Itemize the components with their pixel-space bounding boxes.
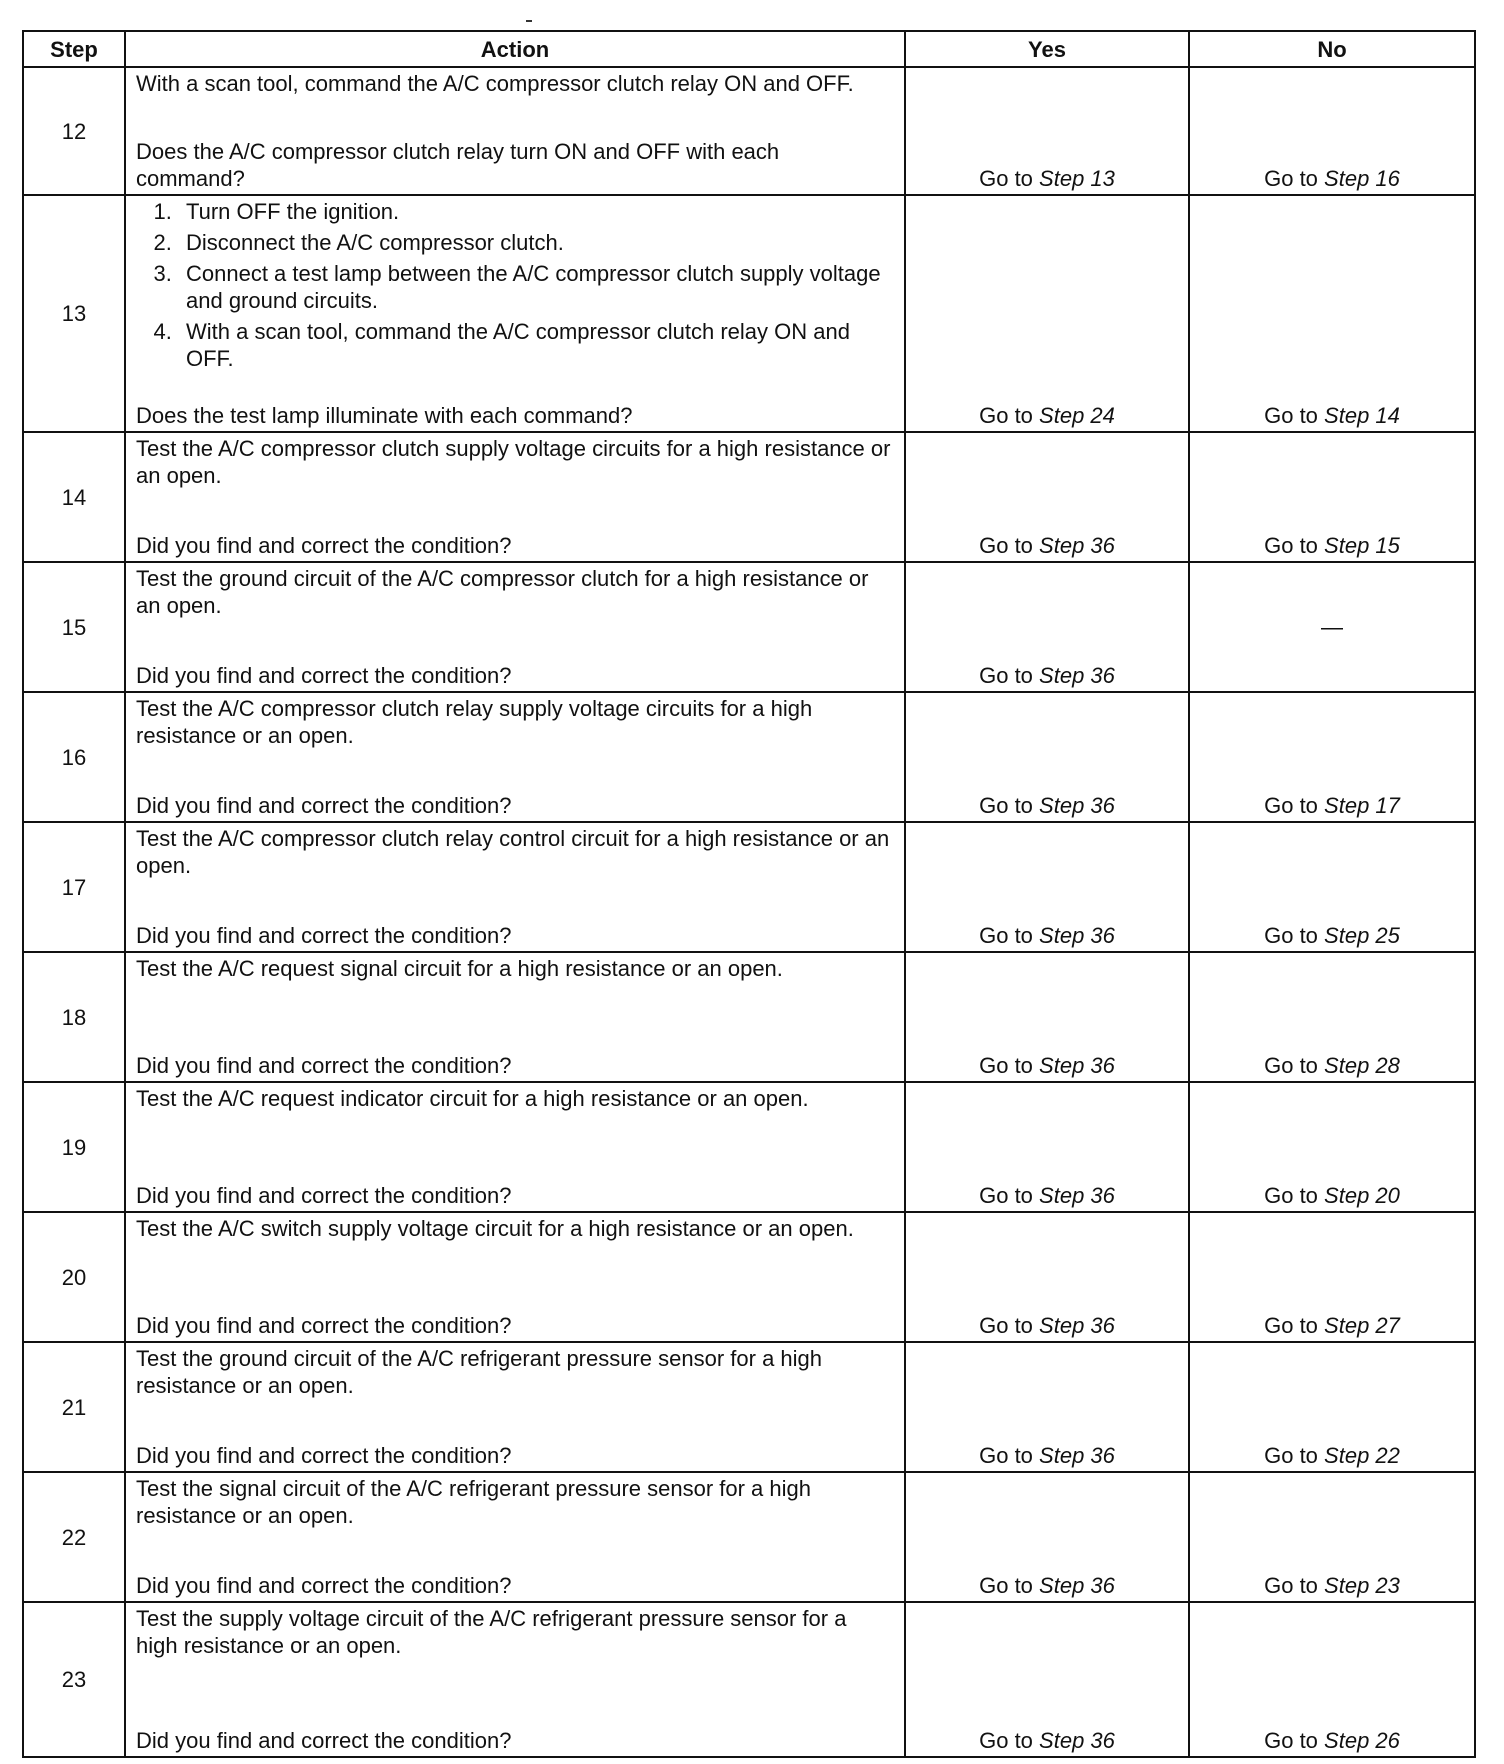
step-number: 18: [23, 952, 125, 1082]
action-question: Did you find and correct the condition?: [136, 1183, 512, 1208]
no-cell: [1189, 1602, 1475, 1757]
action-question: Did you find and correct the condition?: [136, 923, 512, 948]
table-row: [23, 67, 1475, 195]
diagnostic-table: [22, 30, 1476, 1758]
step-number: 23: [23, 1602, 125, 1757]
header-step: Step: [23, 31, 125, 67]
goto-label: Go to: [979, 166, 1033, 191]
goto-step-link[interactable]: Step 36: [1039, 1573, 1115, 1598]
goto-label: Go to: [979, 793, 1033, 818]
goto-label: Go to: [979, 1443, 1033, 1468]
goto-label: Go to: [979, 1728, 1033, 1753]
goto-step-link[interactable]: Step 36: [1039, 793, 1115, 818]
goto-label: Go to: [1264, 1728, 1318, 1753]
action-cell: [125, 562, 905, 692]
goto-label: Go to: [979, 1573, 1033, 1598]
action-cell: [125, 1472, 905, 1602]
goto-step-link[interactable]: Step 36: [1039, 1443, 1115, 1468]
goto-step-link[interactable]: Step 17: [1324, 793, 1400, 818]
action-question: Did you find and correct the condition?: [136, 793, 512, 818]
goto-label: Go to: [979, 663, 1033, 688]
step-number: 13: [23, 195, 125, 432]
procedure-item: 2. Disconnect the A/C compressor clutch.: [178, 229, 894, 256]
action-text: Test the A/C compressor clutch supply voltage circuits for a high resistance or an open.: [136, 436, 891, 488]
action-question: Did you find and correct the condition?: [136, 533, 512, 558]
goto-label: Go to: [1264, 1443, 1318, 1468]
table-row: [23, 692, 1475, 822]
no-cell: [1189, 822, 1475, 952]
goto-step-link[interactable]: Step 36: [1039, 1313, 1115, 1338]
action-cell: [125, 692, 905, 822]
step-number: 15: [23, 562, 125, 692]
goto-step-link[interactable]: Step 22: [1324, 1443, 1400, 1468]
goto-label: Go to: [1264, 166, 1318, 191]
no-cell: [1189, 562, 1475, 692]
table-row: [23, 1342, 1475, 1472]
goto-label: Go to: [1264, 793, 1318, 818]
yes-cell: [905, 195, 1189, 432]
action-cell: [125, 1212, 905, 1342]
action-text: Test the ground circuit of the A/C compressor clutch for a high resistance or an open.: [136, 566, 869, 618]
table-row: [23, 1602, 1475, 1757]
action-text: Test the supply voltage circuit of the A/C refrigerant pressure sensor for a high resistance or an open.: [136, 1606, 847, 1658]
goto-step-link[interactable]: Step 27: [1324, 1313, 1400, 1338]
table-row: [23, 1472, 1475, 1602]
goto-step-link[interactable]: Step 36: [1039, 1053, 1115, 1078]
no-action-dash: —: [1321, 614, 1343, 640]
goto-step-link[interactable]: Step 14: [1324, 403, 1400, 428]
table-row: [23, 1212, 1475, 1342]
yes-cell: [905, 562, 1189, 692]
action-question: Did you find and correct the condition?: [136, 1728, 512, 1753]
yes-cell: [905, 432, 1189, 562]
goto-step-link[interactable]: Step 23: [1324, 1573, 1400, 1598]
action-cell: [125, 1082, 905, 1212]
goto-label: Go to: [1264, 403, 1318, 428]
table-row: [23, 432, 1475, 562]
yes-cell: [905, 1342, 1189, 1472]
action-cell: [125, 1602, 905, 1757]
action-cell: [125, 432, 905, 562]
step-number: 17: [23, 822, 125, 952]
goto-label: Go to: [979, 1053, 1033, 1078]
header-no: No: [1189, 31, 1475, 67]
goto-label: Go to: [1264, 533, 1318, 558]
action-text: Test the A/C compressor clutch relay supply voltage circuits for a high resistance or an open.: [136, 696, 813, 748]
goto-label: Go to: [979, 1183, 1033, 1208]
goto-label: Go to: [1264, 923, 1318, 948]
yes-cell: [905, 67, 1189, 195]
no-cell: [1189, 1212, 1475, 1342]
table-row: [23, 1082, 1475, 1212]
goto-label: Go to: [979, 1313, 1033, 1338]
action-text: Test the A/C request signal circuit for a high resistance or an open.: [136, 956, 783, 981]
yes-cell: [905, 1602, 1189, 1757]
goto-step-link[interactable]: Step 36: [1039, 533, 1115, 558]
action-question: Does the test lamp illuminate with each command?: [136, 403, 633, 428]
goto-step-link[interactable]: Step 28: [1324, 1053, 1400, 1078]
no-cell: [1189, 1472, 1475, 1602]
procedure-item: 4. With a scan tool, command the A/C compressor clutch relay ON and OFF.: [178, 318, 894, 372]
no-cell: [1189, 952, 1475, 1082]
yes-cell: [905, 822, 1189, 952]
goto-step-link[interactable]: Step 36: [1039, 1728, 1115, 1753]
table-row: [23, 562, 1475, 692]
goto-step-link[interactable]: Step 36: [1039, 1183, 1115, 1208]
goto-step-link[interactable]: Step 16: [1324, 166, 1400, 191]
no-cell: [1189, 1082, 1475, 1212]
goto-step-link[interactable]: Step 36: [1039, 923, 1115, 948]
goto-step-link[interactable]: Step 24: [1039, 403, 1115, 428]
step-number: 16: [23, 692, 125, 822]
goto-label: Go to: [1264, 1573, 1318, 1598]
action-text: Test the A/C switch supply voltage circuit for a high resistance or an open.: [136, 1216, 854, 1241]
yes-cell: [905, 1212, 1189, 1342]
goto-label: Go to: [979, 923, 1033, 948]
procedure-list: [136, 198, 894, 376]
goto-step-link[interactable]: Step 20: [1324, 1183, 1400, 1208]
step-number: 19: [23, 1082, 125, 1212]
goto-step-link[interactable]: Step 36: [1039, 663, 1115, 688]
procedure-item: 3. Connect a test lamp between the A/C compressor clutch supply voltage and ground circuits.: [178, 260, 894, 314]
action-cell: [125, 67, 905, 195]
goto-label: Go to: [979, 403, 1033, 428]
table-row: [23, 952, 1475, 1082]
step-number: 20: [23, 1212, 125, 1342]
procedure-item: 1. Turn OFF the ignition.: [178, 198, 894, 225]
action-question: Did you find and correct the condition?: [136, 1573, 512, 1598]
step-number: 12: [23, 67, 125, 195]
action-question: Did you find and correct the condition?: [136, 1053, 512, 1078]
header-action: Action: [125, 31, 905, 67]
header-row: [23, 31, 1475, 67]
no-cell: [1189, 432, 1475, 562]
action-question: Did you find and correct the condition?: [136, 1443, 512, 1468]
table-row: [23, 822, 1475, 952]
goto-step-link[interactable]: Step 15: [1324, 533, 1400, 558]
table-row: [23, 195, 1475, 432]
goto-step-link[interactable]: Step 26: [1324, 1728, 1400, 1753]
action-cell: [125, 1342, 905, 1472]
action-cell: [125, 952, 905, 1082]
no-cell: [1189, 195, 1475, 432]
goto-step-link[interactable]: Step 13: [1039, 166, 1115, 191]
action-text: Test the A/C compressor clutch relay control circuit for a high resistance or an open.: [136, 826, 890, 878]
action-question: Did you find and correct the condition?: [136, 1313, 512, 1338]
scan-mark: [526, 20, 532, 22]
yes-cell: [905, 1472, 1189, 1602]
yes-cell: [905, 952, 1189, 1082]
goto-label: Go to: [1264, 1183, 1318, 1208]
step-number: 21: [23, 1342, 125, 1472]
action-cell: [125, 822, 905, 952]
no-cell: [1189, 1342, 1475, 1472]
action-text: With a scan tool, command the A/C compressor clutch relay ON and OFF.: [136, 71, 854, 96]
step-number: 22: [23, 1472, 125, 1602]
action-cell: [125, 195, 905, 432]
yes-cell: [905, 1082, 1189, 1212]
goto-label: Go to: [1264, 1313, 1318, 1338]
no-cell: [1189, 692, 1475, 822]
goto-label: Go to: [1264, 1053, 1318, 1078]
goto-label: Go to: [979, 533, 1033, 558]
header-yes: Yes: [905, 31, 1189, 67]
action-question: Did you find and correct the condition?: [136, 663, 512, 688]
goto-step-link[interactable]: Step 25: [1324, 923, 1400, 948]
step-number: 14: [23, 432, 125, 562]
yes-cell: [905, 692, 1189, 822]
action-text: Test the A/C request indicator circuit for a high resistance or an open.: [136, 1086, 809, 1111]
action-question: Does the A/C compressor clutch relay turn ON and OFF with each command?: [136, 139, 780, 191]
no-cell: [1189, 67, 1475, 195]
action-text: Test the ground circuit of the A/C refrigerant pressure sensor for a high resistance or an open.: [136, 1346, 823, 1398]
action-text: Test the signal circuit of the A/C refrigerant pressure sensor for a high resistance or an open.: [136, 1476, 811, 1528]
